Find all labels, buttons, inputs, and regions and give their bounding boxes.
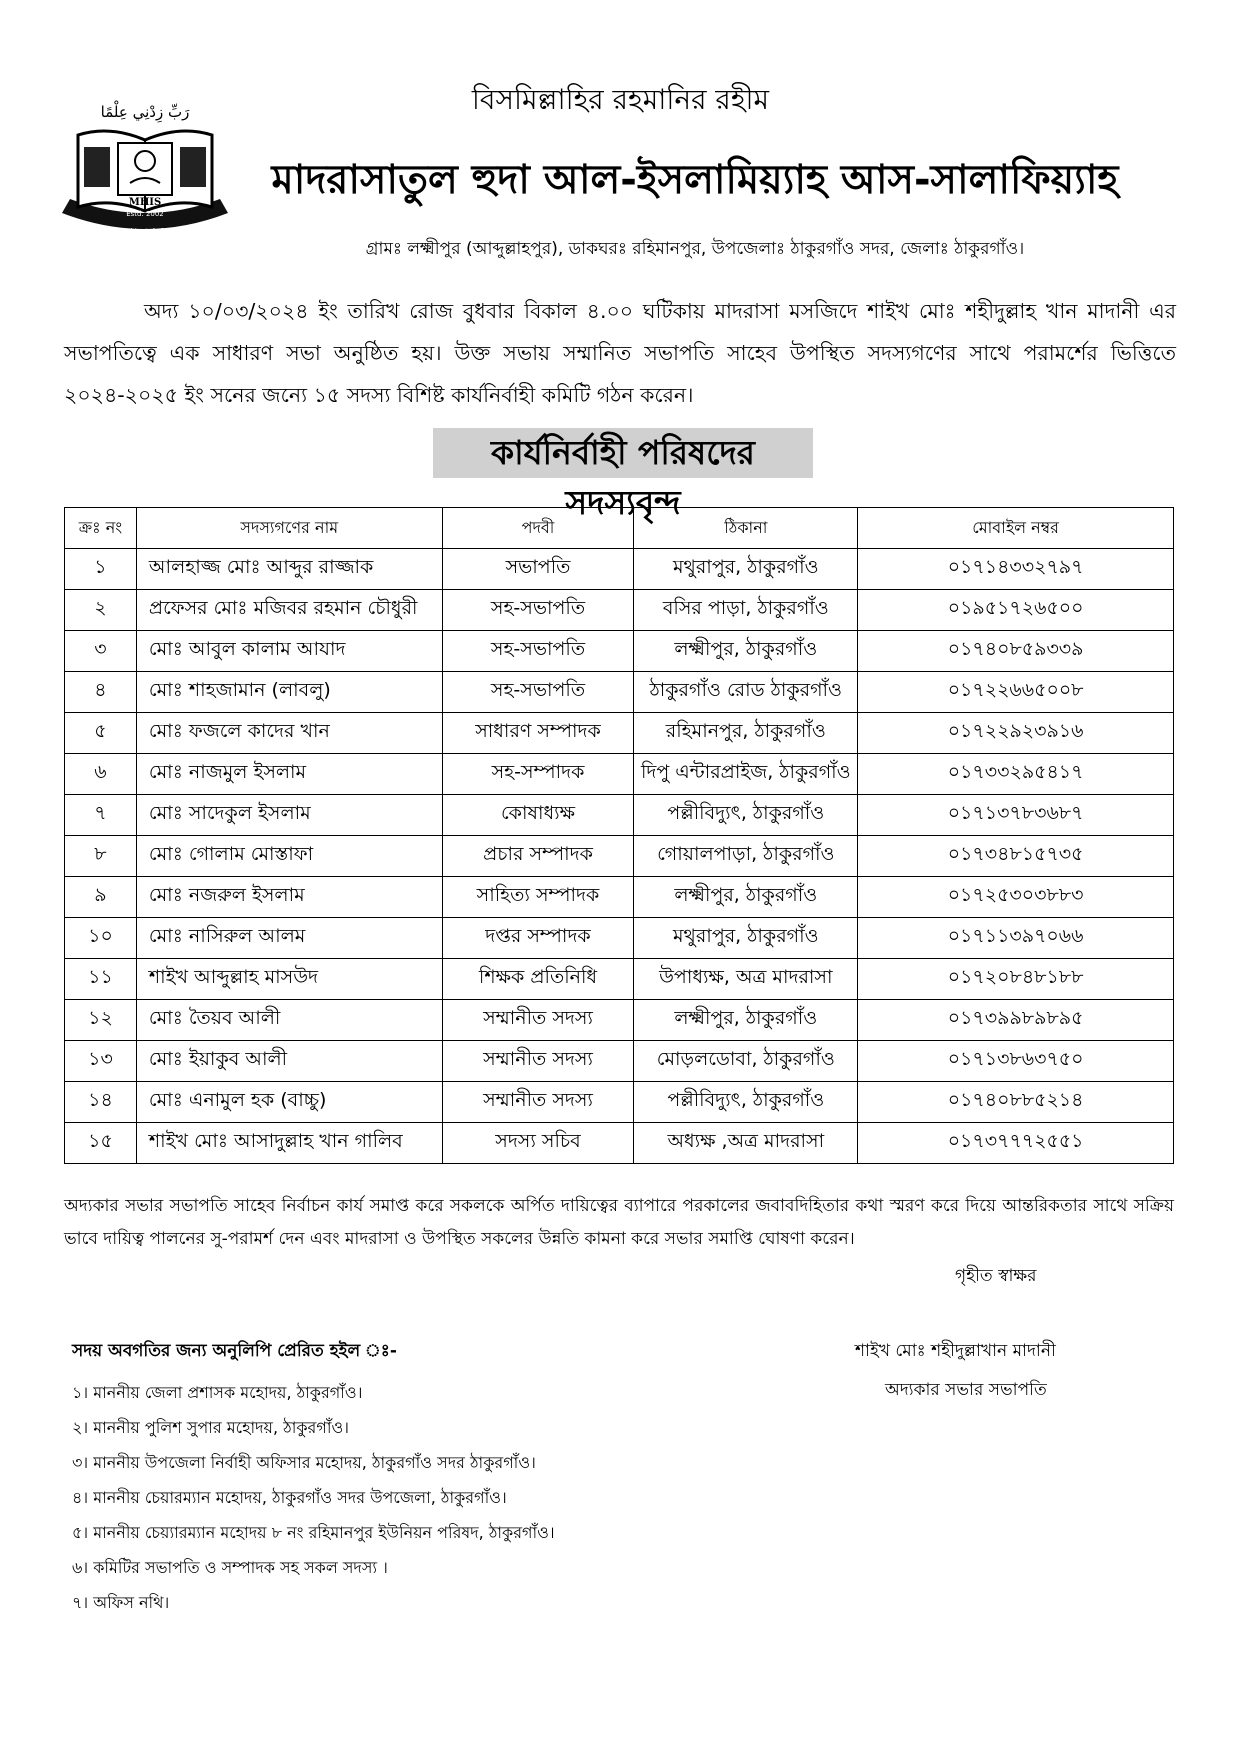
- table-row: [65, 1041, 1174, 1082]
- mobile-cell: ০১৭৩৯৯৮৯৮৯৫: [858, 1000, 1174, 1041]
- mobile-cell: ০১৭৩৪৮১৫৭৩৫: [858, 836, 1174, 877]
- list-item: ৬। কমিটির সভাপতি ও সম্পাদক সহ সকল সদস্য ।: [72, 1558, 388, 1577]
- table-row: [65, 959, 1174, 1000]
- address-cell: মথুরাপুর, ঠাকুরগাঁও: [634, 918, 858, 959]
- section-title: কার্যনির্বাহী পরিষদের সদস্যবৃন্দ: [433, 428, 813, 478]
- list-item: ৭। অফিস নথি।: [72, 1593, 170, 1612]
- mobile-cell: ০১৭৩৭৭৭২৫৫১: [858, 1123, 1174, 1164]
- designation-cell: সভাপতি: [442, 549, 634, 590]
- serial-cell: ১২: [65, 1000, 137, 1041]
- header-serial: ক্রঃ নং: [65, 508, 137, 549]
- address-cell: অধ্যক্ষ ,অত্র মাদরাসা: [634, 1123, 858, 1164]
- address-cell: লক্ষ্মীপুর, ঠাকুরগাঁও: [634, 1000, 858, 1041]
- address-cell: বসির পাড়া, ঠাকুরগাঁও: [634, 590, 858, 631]
- serial-cell: ৫: [65, 713, 137, 754]
- designation-cell: সম্মানীত সদস্য: [442, 1041, 634, 1082]
- designation-cell: শিক্ষক প্রতিনিধি: [442, 959, 634, 1000]
- name-cell: মোঃ নাসিরুল আলম: [136, 918, 442, 959]
- members-table: [64, 507, 1174, 1164]
- address-cell: উপাধ্যক্ষ, অত্র মাদরাসা: [634, 959, 858, 1000]
- address-cell: রহিমানপুর, ঠাকুরগাঁও: [634, 713, 858, 754]
- name-cell: মোঃ ফজলে কাদের খান: [136, 713, 442, 754]
- closing-paragraph: অদ্যকার সভার সভাপতি সাহেব নির্বাচন কার্য সমাপ্ত করে সকলকে অর্পিত দায়িত্বের ব্যাপারে পরকালের জবাবদিহিতার কথা স্মরণ করে দিয়ে আন্তরিকতার সাথে সক্রিয় ভাবে দায়িত্ব পালনের সু-পরামর্শ দেন এবং মাদরাসা ও উপস্থিত সকলের উন্নতি কামনা করে সভার সমাপ্তি ঘোষণা করেন।: [64, 1196, 1174, 1249]
- mobile-cell: ০১৭১৪৩৩২৭৯৭: [858, 549, 1174, 590]
- designation-cell: সম্মানীত সদস্য: [442, 1000, 634, 1041]
- list-item: ১। মাননীয় জেলা প্রশাসক মহোদয়, ঠাকুরগাঁও।: [72, 1383, 363, 1402]
- address-cell: লক্ষ্মীপুর, ঠাকুরগাঁও: [634, 877, 858, 918]
- mobile-cell: ০১৭২৫৩০৩৮৮৩: [858, 877, 1174, 918]
- designation-cell: দপ্তর সম্পাদক: [442, 918, 634, 959]
- name-cell: শাইখ আব্দুল্লাহ মাসউদ: [136, 959, 442, 1000]
- name-cell: মোঃ তৈয়ব আলী: [136, 1000, 442, 1041]
- name-cell: মোঃ গোলাম মোস্তাফা: [136, 836, 442, 877]
- bismillah-heading: বিসমিল্লাহির রহমানির রহীম: [471, 83, 770, 116]
- serial-cell: ৪: [65, 672, 137, 713]
- serial-cell: ৬: [65, 754, 137, 795]
- name-cell: মোঃ সাদেকুল ইসলাম: [136, 795, 442, 836]
- header-address: ঠিকানা: [634, 508, 858, 549]
- logo-ribbon-text: Madrasatul Huda Al-Islamia As-Salafia, Thakurgaon: [74, 228, 216, 234]
- address-cell: মোড়লডোবা, ঠাকুরগাঁও: [634, 1041, 858, 1082]
- designation-cell: সদস্য সচিব: [442, 1123, 634, 1164]
- received-signature-label: গৃহীত স্বাক্ষর: [955, 1266, 1037, 1286]
- serial-cell: ৮: [65, 836, 137, 877]
- designation-cell: প্রচার সম্পাদক: [442, 836, 634, 877]
- mobile-cell: ০১৭৪০৮৫৯৩৩৯: [858, 631, 1174, 672]
- address-cell: দিপু এন্টারপ্রাইজ, ঠাকুরগাঁও: [634, 754, 858, 795]
- mobile-cell: ০১৭১১৩৯৭০৬৬: [858, 918, 1174, 959]
- serial-cell: ২: [65, 590, 137, 631]
- table-row: [65, 590, 1174, 631]
- table-row: [65, 631, 1174, 672]
- name-cell: মোঃ এনামুল হক (বাচ্চু): [136, 1082, 442, 1123]
- mobile-cell: ০১৭২২৬৬৫০০৮: [858, 672, 1174, 713]
- meeting-intro-paragraph: অদ্য ১০/০৩/২০২৪ ইং তারিখ রোজ বুধবার বিকাল ৪.০০ ঘটিকায় মাদরাসা মসজিদে শাইখ মোঃ শহীদুল্লাহ খান মাদানী এর সভাপতিত্বে এক সাধারণ সভা অনুষ্ঠিত হয়। উক্ত সভায় সম্মানিত সভাপতি সাহেব উপস্থিত সদস্যগণের সাথে পরামর্শের ভিত্তিতে ২০২৪-২০২৫ ইং সনের জন্যে ১৫ সদস্য বিশিষ্ট কার্যনির্বাহী কমিটি গঠন করেন।: [64, 299, 1176, 407]
- serial-cell: ১: [65, 549, 137, 590]
- address-cell: পল্লীবিদ্যুৎ, ঠাকুরগাঁও: [634, 795, 858, 836]
- mobile-cell: ০১৭২২৯২৩৯১৬: [858, 713, 1174, 754]
- name-cell: মোঃ ইয়াকুব আলী: [136, 1041, 442, 1082]
- table-header-row: [65, 508, 1174, 549]
- copy-distribution-list: [72, 1375, 555, 1620]
- header-mobile: মোবাইল নম্বর: [858, 508, 1174, 549]
- designation-cell: সম্মানীত সদস্য: [442, 1082, 634, 1123]
- table-row: [65, 795, 1174, 836]
- name-cell: মোঃ নজরুল ইসলাম: [136, 877, 442, 918]
- name-cell: শাইখ মোঃ আসাদুল্লাহ খান গালিব: [136, 1123, 442, 1164]
- name-cell: মোঃ শাহজামান (লাবলু): [136, 672, 442, 713]
- designation-cell: সহ-সভাপতি: [442, 672, 634, 713]
- designation-cell: সহ-সভাপতি: [442, 631, 634, 672]
- table-row: [65, 549, 1174, 590]
- table-row: [65, 713, 1174, 754]
- logo-arabic-text: رَبِّ زِدْنِي عِلْمًا: [100, 103, 190, 121]
- designation-cell: সহ-সভাপতি: [442, 590, 634, 631]
- serial-cell: ৭: [65, 795, 137, 836]
- name-cell: প্রফেসর মোঃ মজিবর রহমান চৌধুরী: [136, 590, 442, 631]
- mobile-cell: ০১৭৪০৮৮৫২১৪: [858, 1082, 1174, 1123]
- signatory-name: শাইখ মোঃ শহীদুল্লাখান মাদানী: [855, 1341, 1056, 1361]
- table-row: [65, 672, 1174, 713]
- list-item: ৪। মাননীয় চেয়ারম্যান মহোদয়, ঠাকুরগাঁও সদর উপজেলা, ঠাকুরগাঁও।: [72, 1488, 507, 1507]
- serial-cell: ৩: [65, 631, 137, 672]
- address-cell: লক্ষ্মীপুর, ঠাকুরগাঁও: [634, 631, 858, 672]
- list-item: ৩। মাননীয় উপজেলা নির্বাহী অফিসার মহোদয়, ঠাকুরগাঁও সদর ঠাকুরগাঁও।: [72, 1453, 536, 1472]
- name-cell: মোঃ নাজমুল ইসলাম: [136, 754, 442, 795]
- organization-address: গ্রামঃ লক্ষ্মীপুর (আব্দুল্লাহপুর), ডাকঘরঃ রহিমানপুর, উপজেলাঃ ঠাকুরগাঁও সদর, জেলাঃ ঠাকুরগাঁও।: [365, 239, 1025, 259]
- name-cell: মোঃ আবুল কালাম আযাদ: [136, 631, 442, 672]
- designation-cell: সাহিত্য সম্পাদক: [442, 877, 634, 918]
- mobile-cell: ০১৭১৩৮৬৩৭৫০: [858, 1041, 1174, 1082]
- serial-cell: ১০: [65, 918, 137, 959]
- logo-estd: Estd. 2002: [126, 210, 164, 218]
- list-item: ৫। মাননীয় চেয়্যারম্যান মহোদয় ৮ নং রহিমানপুর ইউনিয়ন পরিষদ, ঠাকুরগাঁও।: [72, 1523, 555, 1542]
- mobile-cell: ০১৭১৩৭৮৩৬৮৭: [858, 795, 1174, 836]
- table-row: [65, 1123, 1174, 1164]
- serial-cell: ১৩: [65, 1041, 137, 1082]
- table-row: [65, 754, 1174, 795]
- table-row: [65, 836, 1174, 877]
- organization-name: মাদরাসাতুল হুদা আল-ইসলামিয়্যাহ আস-সালাফিয়্যাহ: [271, 157, 1119, 203]
- address-cell: মথুরাপুর, ঠাকুরগাঁও: [634, 549, 858, 590]
- table-row: [65, 1082, 1174, 1123]
- header-designation: পদবী: [442, 508, 634, 549]
- table-row: [65, 877, 1174, 918]
- mobile-cell: ০১৯৫১৭২৬৫০০: [858, 590, 1174, 631]
- address-cell: ঠাকুরগাঁও রোড ঠাকুরগাঁও: [634, 672, 858, 713]
- serial-cell: ৯: [65, 877, 137, 918]
- designation-cell: কোষাধ্যক্ষ: [442, 795, 634, 836]
- name-cell: আলহাজ্জ মোঃ আব্দুর রাজ্জাক: [136, 549, 442, 590]
- serial-cell: ১৫: [65, 1123, 137, 1164]
- serial-cell: ১১: [65, 959, 137, 1000]
- address-cell: পল্লীবিদ্যুৎ, ঠাকুরগাঁও: [634, 1082, 858, 1123]
- mobile-cell: ০১৭৩৩২৯৫৪১৭: [858, 754, 1174, 795]
- signatory-title: অদ্যকার সভার সভাপতি: [885, 1380, 1047, 1400]
- table-row: [65, 918, 1174, 959]
- table-row: [65, 1000, 1174, 1041]
- list-item: ২। মাননীয় পুলিশ সুপার মহোদয়, ঠাকুরগাঁও।: [72, 1418, 349, 1437]
- copy-distribution-heading: সদয় অবগতির জন্য অনুলিপি প্রেরিত হইল ঃ-: [72, 1341, 397, 1361]
- designation-cell: সাধারণ সম্পাদক: [442, 713, 634, 754]
- address-cell: গোয়ালপাড়া, ঠাকুরগাঁও: [634, 836, 858, 877]
- header-name: সদস্যগণের নাম: [136, 508, 442, 549]
- mobile-cell: ০১৭২০৮৪৮১৮৮: [858, 959, 1174, 1000]
- logo-abbrev: MHIS: [128, 197, 162, 208]
- serial-cell: ১৪: [65, 1082, 137, 1123]
- designation-cell: সহ-সম্পাদক: [442, 754, 634, 795]
